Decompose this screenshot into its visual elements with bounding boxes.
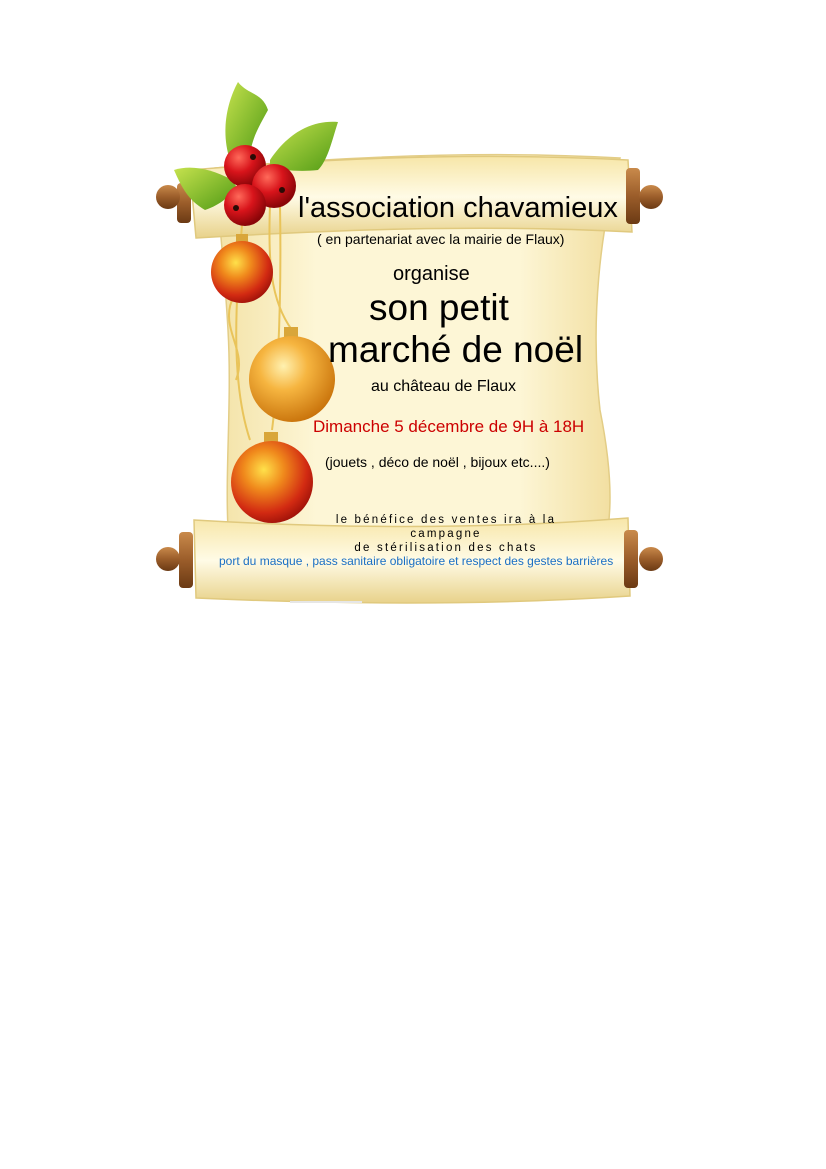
event-title-line-1: son petit (369, 287, 509, 328)
organise-verb: organise (393, 263, 470, 285)
benefit-note (300, 513, 592, 555)
items-list: (jouets , déco de noël , bijoux etc....) (325, 454, 550, 470)
event-date: Dimanche 5 décembre de 9H à 18H (313, 417, 585, 436)
event-location: au château de Flaux (371, 378, 516, 395)
partnership-note: ( en partenariat avec la mairie de Flaux) (317, 231, 565, 247)
health-rules: port du masque , pass sanitaire obligatoire et respect des gestes barrières (219, 554, 614, 568)
benefit-line-2: de stérilisation des chats (354, 542, 538, 554)
event-title-line-2: marché de noël (328, 329, 584, 370)
benefit-line-1: le bénéfice des ventes ira à la campagne (335, 514, 557, 540)
organizer-name: l'association chavamieux (298, 192, 618, 224)
